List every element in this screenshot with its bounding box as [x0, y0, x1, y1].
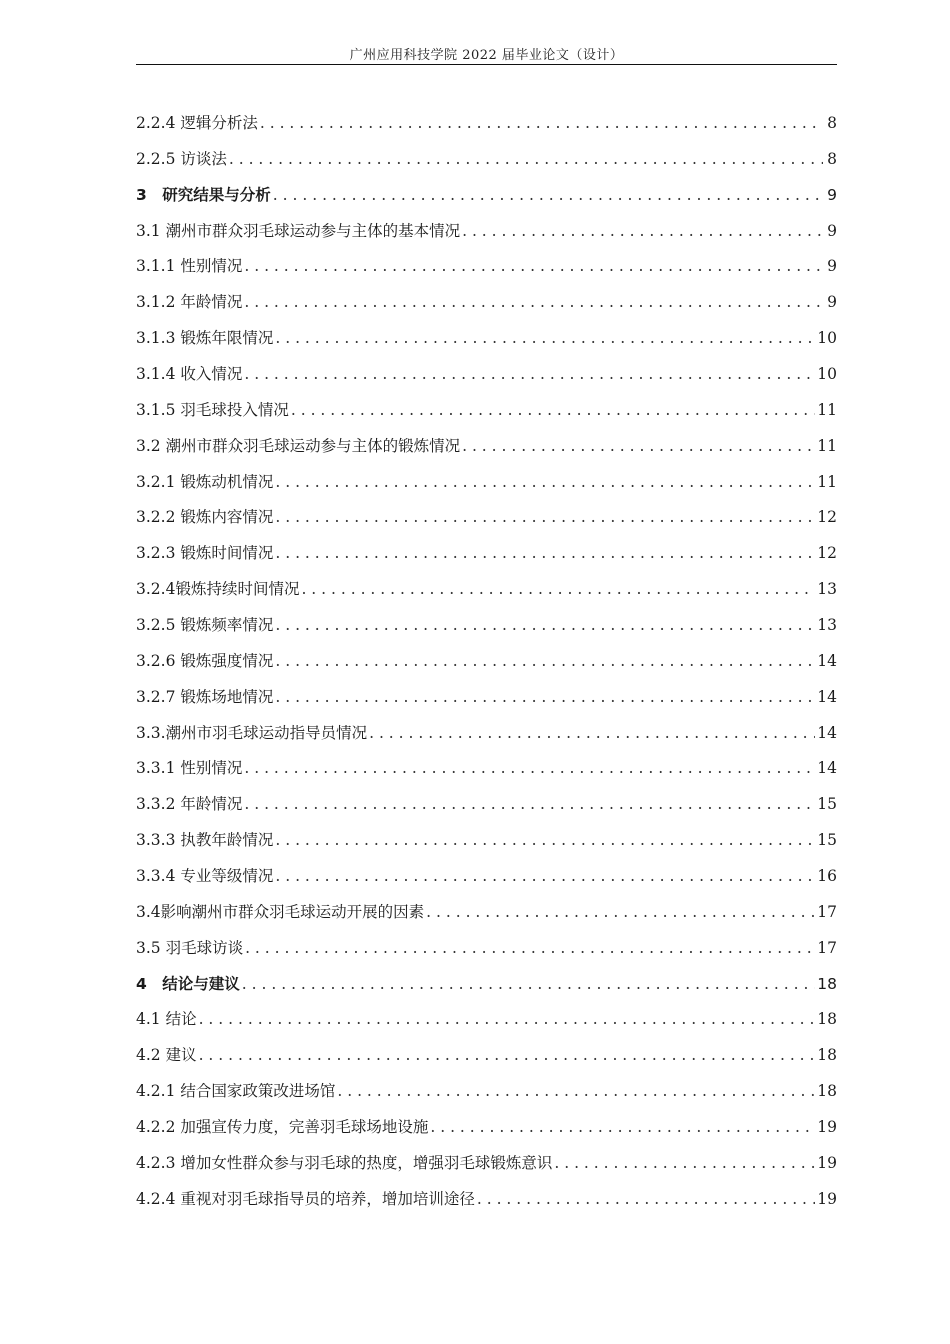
toc-entry-title: 2.2.4 逻辑分析法	[136, 114, 258, 132]
toc-dot-leader	[337, 1082, 815, 1100]
toc-page-number: 11	[817, 400, 837, 419]
toc-entry[interactable]	[136, 470, 837, 506]
toc-dot-leader	[244, 759, 815, 777]
toc-page-number: 16	[817, 867, 837, 886]
toc-page-number: 18	[817, 1010, 837, 1029]
toc-entry-title: 4.2.1 结合国家政策改进场馆	[136, 1082, 336, 1101]
toc-dot-leader	[244, 795, 815, 813]
toc-entry-title: 3.3.2 年龄情况	[136, 795, 243, 814]
toc-dot-leader	[275, 508, 815, 526]
toc-dot-leader	[244, 257, 823, 275]
toc-entry[interactable]	[136, 111, 837, 147]
toc-page-number: 9	[827, 221, 837, 240]
toc-entry-title: 4.2.3 增加女性群众参与羽毛球的热度，增强羽毛球锻炼意识	[136, 1153, 553, 1172]
toc-page-number: 19	[817, 1189, 837, 1208]
toc-entry-title: 3.2.7 锻炼场地情况	[136, 687, 274, 706]
toc-page-number: 14	[817, 759, 837, 778]
toc-page-number: 15	[817, 831, 837, 850]
toc-dot-leader	[291, 401, 815, 419]
toc-entry-title: 3.2 潮州市群众羽毛球运动参与主体的锻炼情况	[136, 436, 461, 455]
toc-page-number: 10	[817, 329, 837, 348]
toc-page-number: 11	[817, 436, 837, 455]
toc-dot-leader	[199, 1010, 816, 1028]
toc-chapter-entry[interactable]	[136, 972, 837, 1008]
toc-entry-title: 3.3.1 性别情况	[136, 759, 243, 778]
toc-chapter-entry[interactable]	[136, 183, 837, 219]
toc-page-number: 12	[817, 508, 837, 527]
toc-entry[interactable]	[136, 900, 837, 936]
toc-entry[interactable]	[136, 290, 837, 326]
toc-dot-leader	[275, 616, 815, 634]
toc-entry-title: 2.2.5 访谈法	[136, 149, 227, 168]
toc-entry[interactable]	[136, 219, 837, 255]
toc-dot-leader	[229, 150, 823, 168]
toc-page-number: 13	[817, 580, 837, 599]
toc-page-number: 18	[817, 974, 837, 993]
toc-entry-title: 3.1.5 羽毛球投入情况	[136, 400, 289, 419]
toc-entry-title: 4.2.2 加强宣传力度，完善羽毛球场地设施	[136, 1118, 429, 1137]
toc-page-number: 12	[817, 544, 837, 563]
toc-entry[interactable]	[136, 828, 837, 864]
toc-entry[interactable]	[136, 936, 837, 972]
toc-page-number: 18	[817, 1046, 837, 1065]
toc-dot-leader	[477, 1190, 815, 1208]
toc-dot-leader	[430, 1118, 815, 1136]
toc-entry-title: 3.2.2 锻炼内容情况	[136, 508, 274, 527]
toc-entry[interactable]	[136, 1079, 837, 1115]
header-divider	[136, 64, 837, 65]
toc-page-number: 14	[817, 651, 837, 670]
toc-entry-title: 3.2.3 锻炼时间情况	[136, 544, 274, 563]
toc-entry-title: 3.1.4 收入情况	[136, 365, 243, 384]
toc-page-number: 9	[827, 293, 837, 312]
toc-entry[interactable]	[136, 756, 837, 792]
toc-entry[interactable]	[136, 326, 837, 362]
toc-entry-title: 3 研究结果与分析	[136, 185, 271, 204]
toc-dot-leader	[275, 652, 815, 670]
toc-entry[interactable]	[136, 147, 837, 183]
toc-entry[interactable]	[136, 721, 837, 757]
toc-dot-leader	[369, 724, 815, 742]
toc-entry-title: 3.2.1 锻炼动机情况	[136, 472, 274, 491]
toc-entry[interactable]	[136, 1115, 837, 1151]
toc-dot-leader	[554, 1154, 815, 1172]
toc-dot-leader	[275, 688, 815, 706]
toc-entry-title: 3.2.4锻炼持续时间情况	[136, 580, 300, 599]
table-of-contents	[136, 111, 837, 1223]
toc-entry-title: 3.1 潮州市群众羽毛球运动参与主体的基本情况	[136, 221, 461, 240]
toc-dot-leader	[462, 437, 815, 455]
toc-page-number: 17	[817, 938, 837, 957]
toc-entry[interactable]	[136, 1187, 837, 1223]
toc-dot-leader	[244, 365, 815, 383]
toc-entry-title: 3.2.6 锻炼强度情况	[136, 651, 274, 670]
toc-page-number: 10	[817, 365, 837, 384]
toc-dot-leader	[301, 580, 815, 598]
toc-entry[interactable]	[136, 685, 837, 721]
toc-entry[interactable]	[136, 864, 837, 900]
toc-dot-leader	[242, 975, 815, 993]
toc-entry[interactable]	[136, 362, 837, 398]
toc-dot-leader	[273, 186, 823, 204]
toc-entry-title: 3.3.4 专业等级情况	[136, 867, 274, 886]
toc-entry-title: 3.3.3 执教年龄情况	[136, 831, 274, 850]
toc-page-number: 8	[827, 149, 837, 168]
toc-entry-title: 4 结论与建议	[136, 974, 240, 993]
toc-entry[interactable]	[136, 613, 837, 649]
toc-entry[interactable]	[136, 254, 837, 290]
toc-entry-title: 3.1.1 性别情况	[136, 257, 243, 276]
toc-entry[interactable]	[136, 1007, 837, 1043]
toc-entry-title: 4.2 建议	[136, 1046, 197, 1065]
toc-entry[interactable]	[136, 577, 837, 613]
toc-dot-leader	[426, 903, 815, 921]
toc-entry-title: 3.1.3 锻炼年限情况	[136, 329, 274, 348]
toc-entry[interactable]	[136, 398, 837, 434]
toc-page-number: 17	[817, 902, 837, 921]
toc-page-number: 15	[817, 795, 837, 814]
toc-entry[interactable]	[136, 434, 837, 470]
toc-entry-title: 3.2.5 锻炼频率情况	[136, 616, 274, 635]
toc-page-number: 19	[817, 1153, 837, 1172]
toc-entry[interactable]	[136, 505, 837, 541]
toc-page-number: 19	[817, 1118, 837, 1137]
toc-dot-leader	[275, 473, 815, 491]
toc-entry-title: 3.4影响潮州市群众羽毛球运动开展的因素	[136, 902, 425, 921]
toc-dot-leader	[199, 1046, 816, 1064]
toc-entry-title: 3.1.2 年龄情况	[136, 293, 243, 312]
toc-entry[interactable]	[136, 792, 837, 828]
page-header-title: 广州应用科技学院 2022 届毕业论文（设计）	[349, 48, 624, 63]
toc-entry[interactable]	[136, 1151, 837, 1187]
toc-entry-title: 4.2.4 重视对羽毛球指导员的培养，增加培训途径	[136, 1189, 475, 1208]
toc-page-number: 18	[817, 1082, 837, 1101]
toc-dot-leader	[275, 831, 815, 849]
toc-page-number: 14	[817, 687, 837, 706]
toc-dot-leader	[462, 222, 823, 240]
toc-entry-title: 4.1 结论	[136, 1010, 197, 1029]
toc-entry[interactable]	[136, 541, 837, 577]
toc-entry[interactable]	[136, 649, 837, 685]
toc-entry-title: 3.3.潮州市羽毛球运动指导员情况	[136, 723, 368, 742]
toc-dot-leader	[275, 329, 815, 347]
toc-page-number: 14	[817, 723, 837, 742]
toc-entry-title: 3.5 羽毛球访谈	[136, 938, 244, 957]
toc-dot-leader	[275, 867, 815, 885]
toc-page-number: 9	[827, 185, 837, 204]
toc-dot-leader	[260, 114, 823, 132]
toc-entry[interactable]	[136, 1043, 837, 1079]
toc-dot-leader	[244, 293, 823, 311]
toc-page-number: 8	[827, 114, 837, 132]
toc-dot-leader	[275, 544, 815, 562]
toc-page-number: 13	[817, 616, 837, 635]
toc-page-number: 11	[817, 472, 837, 491]
toc-dot-leader	[245, 939, 815, 957]
toc-page-number: 9	[827, 257, 837, 276]
